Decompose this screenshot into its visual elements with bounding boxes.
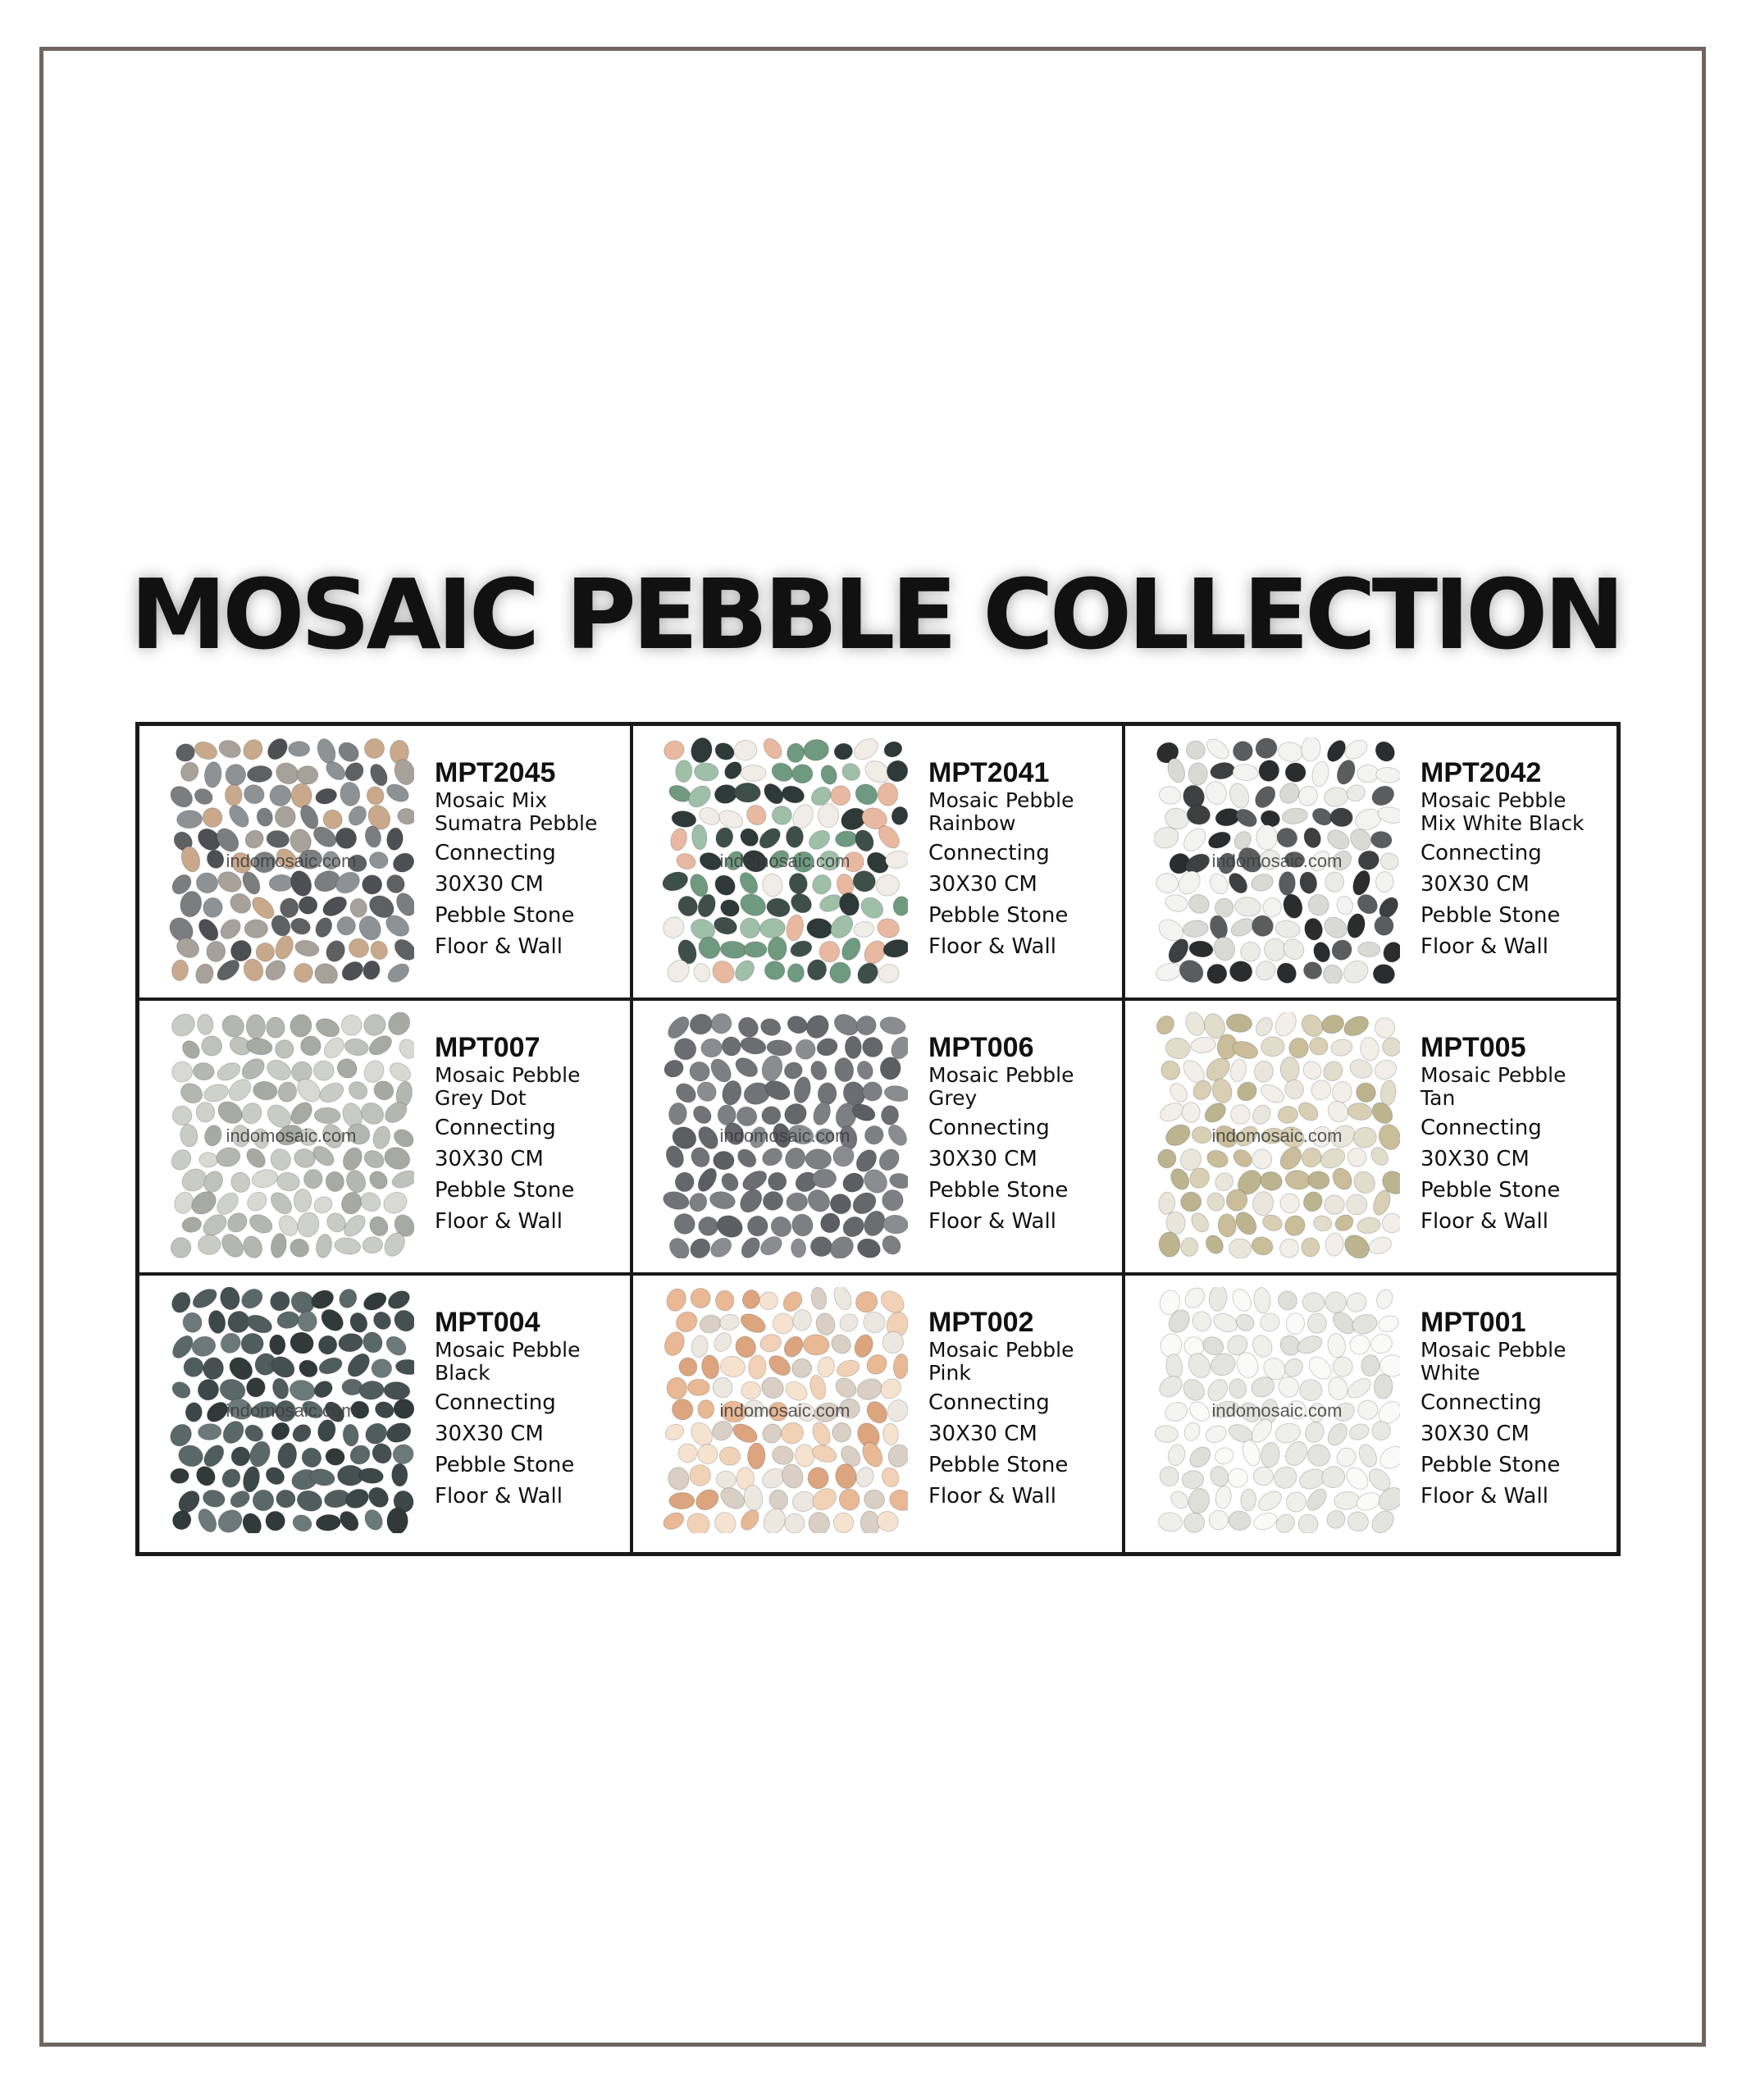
spec-type: Connecting: [1420, 841, 1542, 865]
spec-type: Connecting: [1420, 1116, 1542, 1140]
product-code: MPT001: [1420, 1307, 1526, 1338]
pebble-stone: [1261, 1036, 1284, 1057]
spec-usage: Floor & Wall: [928, 1209, 1056, 1234]
pebble-stone: [246, 1014, 266, 1039]
spec-size: 30X30 CM: [1420, 872, 1530, 897]
pebble-stone: [1256, 825, 1277, 850]
spec-type: Connecting: [928, 1390, 1050, 1415]
product-name-line2: White: [1420, 1361, 1480, 1385]
spec-usage: Floor & Wall: [928, 934, 1056, 959]
pebble-stone: [741, 765, 766, 782]
spec-material: Pebble Stone: [435, 903, 575, 928]
spec-type: Connecting: [928, 1116, 1050, 1140]
pebble-stone: [845, 1036, 861, 1059]
product-card: [1125, 1276, 1616, 1552]
product-name: Mosaic Pebble: [1420, 1338, 1566, 1362]
watermark: indomosaic.com: [719, 1125, 850, 1146]
pebble-stone: [1188, 763, 1207, 786]
spec-usage: Floor & Wall: [435, 1209, 563, 1234]
spec-size: 30X30 CM: [1420, 1422, 1530, 1446]
product-name-line2: Grey Dot: [435, 1086, 527, 1110]
spec-type: Connecting: [435, 841, 556, 865]
spec-material: Pebble Stone: [1420, 1178, 1561, 1203]
spec-usage: Floor & Wall: [1420, 934, 1548, 959]
product-name-line2: Grey: [928, 1086, 978, 1110]
watermark: indomosaic.com: [1211, 1400, 1343, 1421]
pebble-stone: [718, 1105, 736, 1125]
product-name-line2: Sumatra Pebble: [435, 811, 598, 835]
product-name: Mosaic Pebble: [435, 1338, 581, 1362]
spec-type: Connecting: [1420, 1390, 1542, 1415]
spec-material: Pebble Stone: [928, 1178, 1069, 1203]
spec-usage: Floor & Wall: [435, 1484, 563, 1509]
pebble-stone: [391, 1463, 408, 1486]
pebble-tile-image: [1154, 1287, 1400, 1533]
pebble-stone: [744, 942, 767, 957]
pebble-stone: [786, 826, 804, 848]
pebble-stone: [667, 1377, 687, 1399]
product-name: Mosaic Pebble: [1420, 1063, 1566, 1087]
spec-size: 30X30 CM: [928, 1147, 1037, 1171]
pebble-stone: [1302, 1238, 1320, 1257]
pebble-stone: [294, 1189, 312, 1212]
product-card: [1125, 726, 1616, 1001]
product-card: [633, 1001, 1125, 1276]
product-name-line2: Pink: [928, 1361, 971, 1385]
watermark: indomosaic.com: [1211, 851, 1343, 871]
spec-type: Connecting: [435, 1116, 556, 1140]
product-name-line2: Tan: [1420, 1086, 1456, 1110]
product-card: [633, 1276, 1125, 1552]
pebble-stone: [276, 1490, 295, 1509]
spec-size: 30X30 CM: [1420, 1147, 1530, 1171]
product-code: MPT2042: [1420, 757, 1542, 788]
pebble-stone: [741, 1381, 761, 1399]
spec-material: Pebble Stone: [928, 1453, 1069, 1477]
spec-usage: Floor & Wall: [928, 1484, 1056, 1509]
product-name-line2: Mix White Black: [1420, 811, 1585, 835]
page-title: MOSAIC PEBBLE COLLECTION: [130, 558, 1621, 671]
product-code: MPT006: [928, 1032, 1034, 1063]
product-code: MPT007: [435, 1032, 540, 1063]
pebble-stone: [1358, 942, 1380, 956]
spec-size: 30X30 CM: [435, 1422, 544, 1446]
spec-type: Connecting: [928, 841, 1050, 865]
pebble-stone: [201, 1035, 222, 1056]
pebble-stone: [372, 1358, 392, 1378]
product-name: Mosaic Pebble: [928, 1063, 1074, 1087]
pebble-stone: [289, 742, 310, 756]
product-grid: [135, 722, 1621, 1556]
pebble-tile-image: [1154, 737, 1400, 984]
pebble-stone: [812, 1169, 837, 1189]
product-card: [1125, 1001, 1616, 1276]
pebble-tile-image: [662, 737, 908, 984]
pebble-tile-image: [168, 1287, 414, 1533]
watermark: indomosaic.com: [226, 1400, 357, 1421]
product-card: [139, 726, 633, 1001]
product-card: [633, 726, 1125, 1001]
spec-size: 30X30 CM: [435, 1147, 544, 1171]
product-name-line2: Rainbow: [928, 811, 1016, 835]
pebble-tile-image: [168, 737, 414, 984]
spec-material: Pebble Stone: [928, 903, 1069, 928]
pebble-stone: [805, 1148, 832, 1170]
pebble-tile-image: [662, 1012, 908, 1258]
product-code: MPT2045: [435, 757, 556, 788]
spec-size: 30X30 CM: [928, 872, 1037, 897]
watermark: indomosaic.com: [226, 851, 357, 871]
pebble-stone: [1182, 1102, 1200, 1123]
spec-type: Connecting: [435, 1390, 556, 1415]
watermark: indomosaic.com: [719, 851, 850, 871]
product-card: [139, 1001, 633, 1276]
pebble-stone: [1357, 765, 1379, 783]
watermark: indomosaic.com: [226, 1125, 357, 1146]
pebble-stone: [669, 1492, 695, 1509]
spec-material: Pebble Stone: [435, 1453, 575, 1477]
product-card: [139, 1276, 633, 1552]
pebble-stone: [225, 784, 242, 806]
pebble-tile-image: [168, 1012, 414, 1258]
pebble-stone: [244, 920, 268, 938]
product-code: MPT004: [435, 1307, 540, 1338]
product-name: Mosaic Pebble: [928, 788, 1074, 812]
product-name: Mosaic Mix: [435, 788, 548, 812]
product-code: MPT005: [1420, 1032, 1526, 1063]
product-name-line2: Black: [435, 1361, 490, 1385]
pebble-stone: [297, 765, 319, 784]
pebble-stone: [275, 806, 296, 828]
pebble-stone: [878, 783, 898, 806]
product-code: MPT002: [928, 1307, 1034, 1338]
watermark: indomosaic.com: [719, 1400, 850, 1421]
spec-usage: Floor & Wall: [1420, 1209, 1548, 1234]
pebble-stone: [196, 1102, 215, 1122]
product-code: MPT2041: [928, 757, 1050, 788]
pebble-stone: [803, 1335, 829, 1356]
product-name: Mosaic Pebble: [928, 1338, 1074, 1362]
pebble-stone: [266, 1017, 285, 1039]
spec-material: Pebble Stone: [435, 1178, 575, 1203]
spec-size: 30X30 CM: [928, 1422, 1037, 1446]
watermark: indomosaic.com: [1211, 1125, 1343, 1146]
pebble-stone: [792, 765, 814, 783]
product-name: Mosaic Pebble: [1420, 788, 1566, 812]
spec-material: Pebble Stone: [1420, 1453, 1561, 1477]
pebble-tile-image: [662, 1287, 908, 1533]
product-name: Mosaic Pebble: [435, 1063, 581, 1087]
spec-material: Pebble Stone: [1420, 903, 1561, 928]
spec-usage: Floor & Wall: [435, 934, 563, 959]
spec-usage: Floor & Wall: [1420, 1484, 1548, 1509]
pebble-stone: [734, 783, 760, 802]
pebble-tile-image: [1154, 1012, 1400, 1258]
pebble-stone: [1280, 1057, 1300, 1082]
pebble-stone: [1215, 898, 1233, 917]
pebble-stone: [1285, 763, 1306, 783]
pebble-stone: [291, 783, 312, 808]
pebble-stone: [819, 941, 840, 962]
pebble-stone: [688, 1379, 710, 1395]
spec-size: 30X30 CM: [435, 872, 544, 897]
